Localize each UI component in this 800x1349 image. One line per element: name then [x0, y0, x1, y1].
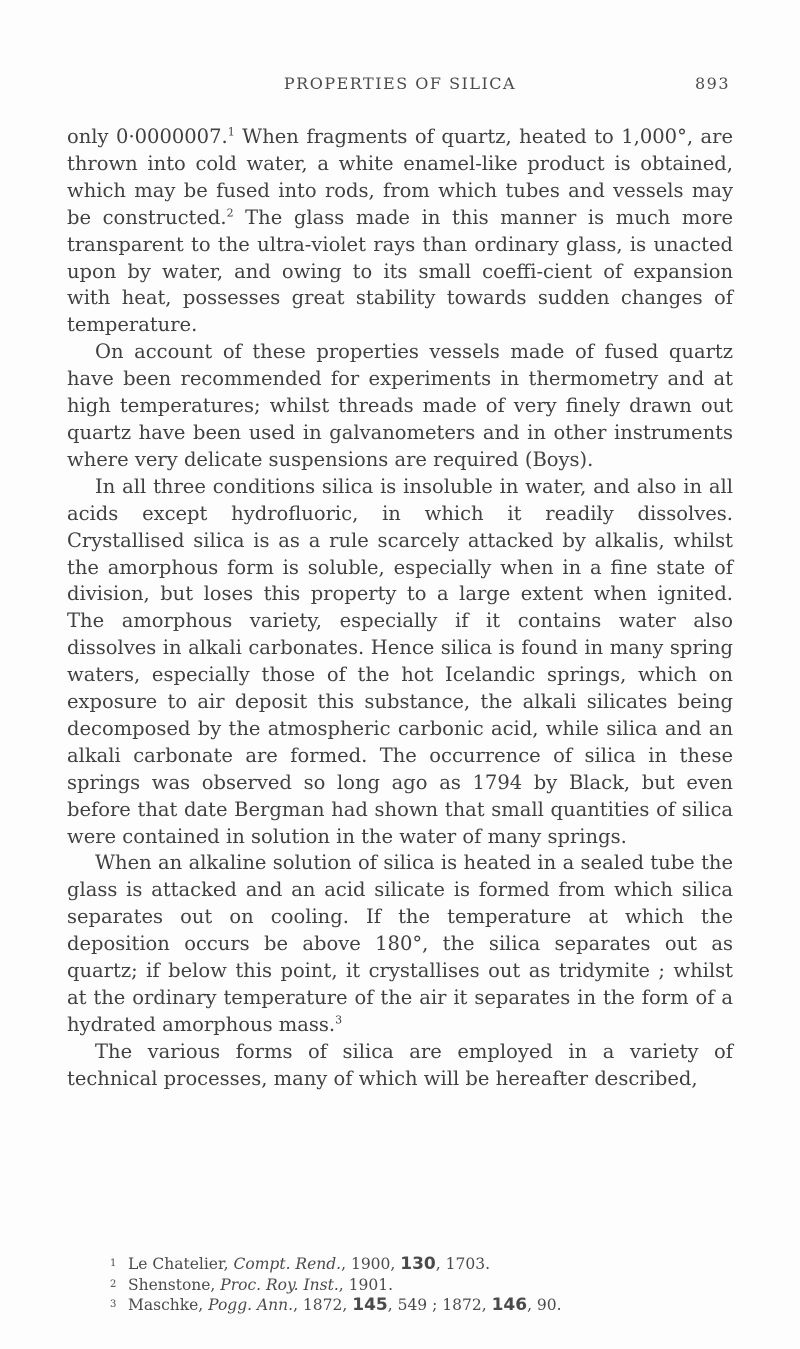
paragraph-2 [67, 339, 733, 474]
footnote-2 [110, 1275, 740, 1296]
paragraph-text: only 0·0000007. [67, 125, 228, 148]
footnote-text: , 1703. [435, 1255, 490, 1273]
paragraph-text: On account of these properties vessels made of fused quartz have been recommended for experiments in thermometry and at high temperatures; whilst threads made of very finely drawn out quartz have been used in galvanometers and in other instruments where very delicate suspensions are required (Boys). [67, 340, 733, 471]
paragraph-text: The various forms of silica are employed in a variety of technical processes, many of which will be hereafter described, [67, 1039, 733, 1090]
paragraph-3 [67, 474, 733, 851]
footnote-journal: Proc. Roy. Inst. [220, 1275, 339, 1294]
page-number: 893 [694, 74, 730, 93]
footnote-volume: 146 [491, 1295, 528, 1315]
page-header [70, 74, 730, 98]
paragraph-text: When an alkaline solution of silica is heated in a sealed tube the glass is attacked and an acid silicate is formed from which silica separates out on cooling. If the temperature at which the deposition occurs be above 180°, the silica separates out as quartz; if below this point, it crystallises out as tridymite ; whilst at the ordinary temperature of the air it separates in the form of a hydrated amorphous mass. [67, 851, 733, 1036]
footnote-number: 3 [110, 1299, 117, 1310]
footnote-volume: 130 [400, 1254, 436, 1274]
footnote-author: Maschke, [128, 1296, 209, 1314]
paragraph-5 [67, 1039, 733, 1093]
footnote-1 [110, 1254, 740, 1275]
footnote-author: Shenstone, [128, 1275, 221, 1294]
footnote-author: Le Chatelier, [128, 1255, 234, 1273]
footnote-text: , 1872, [293, 1296, 353, 1314]
footnote-text: , 1901. [338, 1275, 393, 1294]
footnote-marker[interactable]: 1 [227, 125, 235, 139]
footnote-number: 2 [110, 1278, 117, 1290]
running-title: PROPERTIES OF SILICA [283, 74, 517, 93]
footnotes [110, 1254, 740, 1316]
footnote-marker[interactable]: 3 [335, 1013, 343, 1027]
paragraph-text: The glass made in this manner is much more transparent to the ultra-violet rays than ordinary glass, is unacted upon by water, and owing to its small coeffi-cient of expansion with heat, possesses great stability towards sudden changes of temperature. [67, 205, 733, 337]
paragraph-text: When fragments of quartz, heated to 1,000°, are thrown into cold water, a white enamel-like product is obtained, which may be fused into rods, from which tubes and vessels may be constructed. [67, 125, 733, 229]
footnote-text: , 549 ; 1872, [387, 1296, 492, 1314]
paragraph-text: In all three conditions silica is insoluble in water, and also in all acids except hydrofluoric, in which it readily dissolves. Crystallised silica is as a rule scarcely attacked by alkalis, whilst the amorphous form is soluble, especially when in a fine state of division, but loses this property to a large extent when ignited. The amorphous variety, especially if it contains water also dissolves in alkali carbonates. Hence silica is found in many spring waters, especially those of the hot Icelandic springs, which on exposure to air deposit this substance, the alkali silicates being decomposed by the atmospheric carbonic acid, while silica and an alkali carbonate are formed. The occurrence of silica in these springs was observed so long ago as 1794 by Black, but even before that date Bergman had shown that small quantities of silica were contained in solution in the water of many springs. [67, 474, 733, 848]
footnote-volume: 145 [352, 1295, 388, 1315]
footnote-journal: Pogg. Ann. [208, 1296, 294, 1314]
paragraph-1 [67, 124, 733, 339]
footnote-text: , 90. [527, 1296, 562, 1314]
body-text [67, 124, 733, 1093]
footnote-journal: Compt. Rend. [233, 1255, 342, 1273]
footnote-text: , 1900, [341, 1255, 401, 1273]
footnote-number: 1 [110, 1258, 117, 1269]
footnote-3 [110, 1295, 740, 1316]
paragraph-4 [67, 850, 733, 1038]
footnote-marker[interactable]: 2 [226, 206, 234, 220]
